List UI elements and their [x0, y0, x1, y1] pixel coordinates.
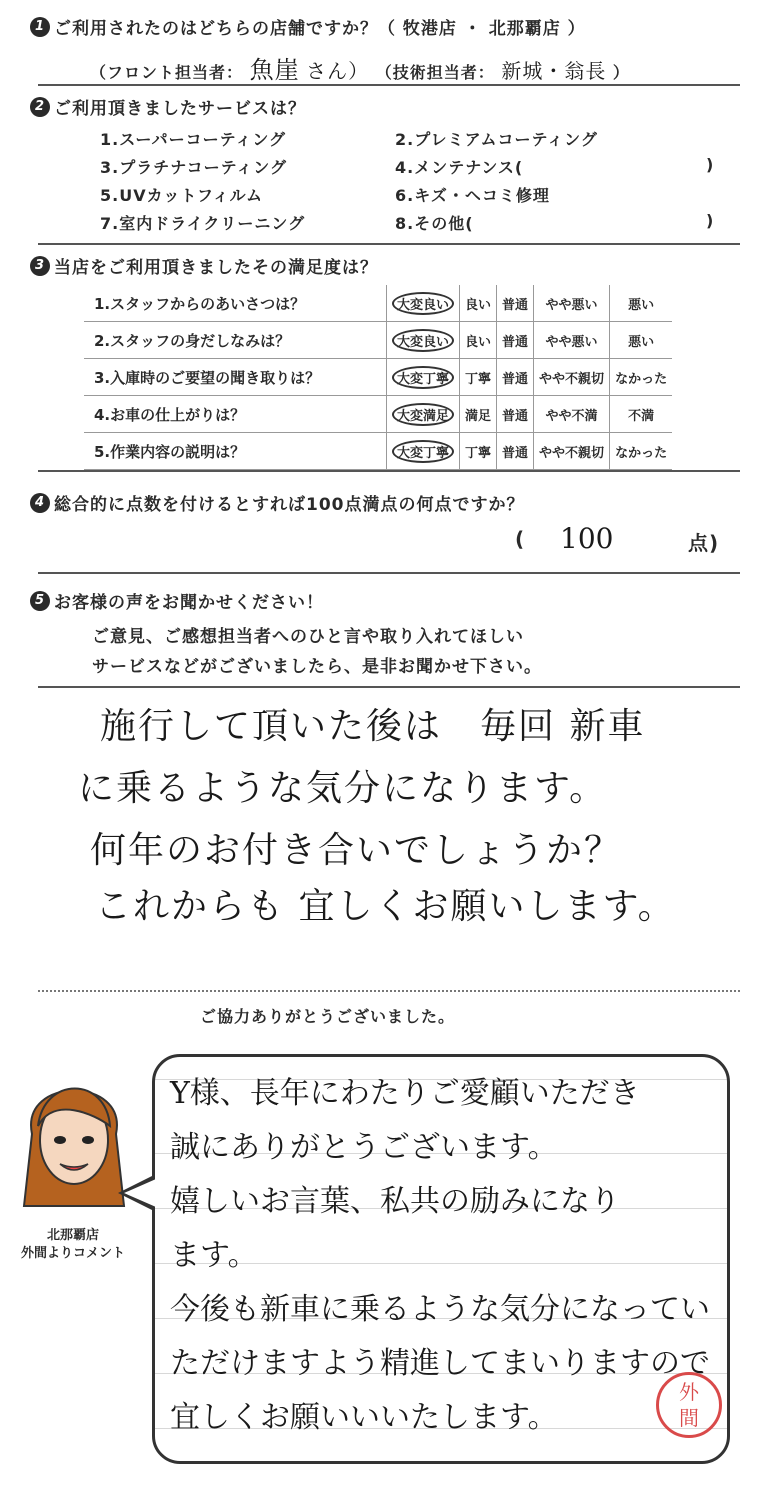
question-4 [30, 490, 525, 515]
question-text: ご利用頂きましたサービスは？ [54, 99, 306, 119]
rating-label: 不満 [628, 408, 655, 424]
rating-option[interactable] [387, 359, 460, 396]
question-1 [30, 14, 586, 39]
selected-rating: 大変丁寧 [392, 440, 454, 463]
service-item: 5.UVカットフィルム [100, 186, 264, 205]
service-item: 1.スーパーコーティング [100, 130, 287, 149]
score-open: ( [515, 527, 526, 551]
q5-subtext: サービスなどがございましたら、是非お聞かせ下さい。 [92, 657, 542, 677]
stamp-char: 間 [679, 1406, 699, 1430]
rating-label: 丁寧 [465, 445, 492, 461]
rating-option[interactable] [497, 322, 534, 359]
rating-option[interactable] [460, 322, 497, 359]
rating-option[interactable] [534, 285, 610, 322]
rating-option[interactable] [387, 285, 460, 322]
rating-option[interactable] [460, 433, 497, 470]
rating-option[interactable] [460, 285, 497, 322]
rating-label: 良い [465, 297, 492, 313]
question-text: ご利用されたのはどちらの店舗ですか？（ 牧港店 ・ 北那覇店 ） [54, 19, 586, 39]
thanks-text: ご協力ありがとうございました。 [200, 1007, 456, 1026]
question-number: 1 [30, 17, 50, 37]
question-2 [30, 94, 306, 119]
satisfaction-row [84, 285, 672, 322]
satisfaction-table [84, 285, 672, 470]
tech-staff-name: 新城・翁長 [501, 59, 607, 83]
score-unit: 点) [688, 531, 720, 555]
satisfaction-question: 4.お車の仕上がりは？ [84, 396, 387, 433]
staff-store-label: 北那覇店 [46, 1228, 99, 1243]
question-number: 3 [30, 256, 50, 276]
rating-option[interactable] [497, 433, 534, 470]
staff-avatar [14, 1056, 134, 1216]
selected-rating: 大変良い [392, 292, 454, 315]
satisfaction-question: 2.スタッフの身だしなみは？ [84, 322, 387, 359]
selected-rating: 大変良い [392, 329, 454, 352]
customer-comment-line: 何年のお付き合いでしょうか？ [90, 830, 623, 871]
rating-option[interactable] [610, 433, 673, 470]
question-text: 総合的に点数を付けるとすれば100点満点の何点ですか？ [54, 495, 525, 515]
front-staff-name: 魚崖 [249, 56, 300, 84]
rating-option[interactable] [610, 396, 673, 433]
rating-label: やや不親切 [539, 371, 605, 387]
rating-label: 丁寧 [465, 371, 492, 387]
reply-line: 今後も新車に乗るような気分になってい [170, 1292, 710, 1327]
rating-label: やや不満 [545, 408, 598, 424]
satisfaction-row [84, 322, 672, 359]
satisfaction-row [84, 359, 672, 396]
rating-option[interactable] [497, 359, 534, 396]
q5-subtext: ご意見、ご感想担当者へのひと言や取り入れてほしい [92, 627, 524, 647]
rating-option[interactable] [387, 322, 460, 359]
service-item: 2.プレミアムコーティング [395, 130, 598, 149]
divider [38, 243, 740, 245]
rating-option[interactable] [497, 396, 534, 433]
rating-option[interactable] [534, 433, 610, 470]
rating-option[interactable] [387, 396, 460, 433]
staff-comment-label: 外間よりコメント [20, 1246, 125, 1261]
left-eye [54, 1136, 66, 1144]
customer-comment-line: 施行して頂いた後は 毎回 新車 [100, 706, 646, 747]
reply-line: ます。 [170, 1238, 258, 1273]
service-item: 8.その他( [395, 214, 474, 233]
satisfaction-question: 5.作業内容の説明は？ [84, 433, 387, 470]
divider [38, 470, 740, 472]
selected-rating: 大変満足 [392, 403, 454, 426]
satisfaction-row [84, 433, 672, 470]
rating-option[interactable] [460, 396, 497, 433]
tech-staff-label: （技術担当者： [375, 63, 495, 82]
rating-label: 普通 [502, 371, 529, 387]
reply-line: 宜しくお願いいいたします。 [170, 1400, 558, 1435]
question-number: 4 [30, 493, 50, 513]
divider [38, 84, 740, 86]
rating-label: 悪い [628, 334, 655, 350]
customer-comment-line: に乗るような気分になります。 [78, 768, 608, 809]
question-text: 当店をご利用頂きましたその満足度は？ [54, 258, 378, 278]
front-staff-label: （フロント担当者： [90, 63, 244, 82]
rating-label: 普通 [502, 445, 529, 461]
front-staff-row [90, 50, 630, 85]
rating-label: 良い [465, 334, 492, 350]
divider [38, 686, 740, 688]
rating-option[interactable] [460, 359, 497, 396]
question-number: 2 [30, 97, 50, 117]
score-value: 100 [560, 522, 614, 555]
satisfaction-question: 1.スタッフからのあいさつは？ [84, 285, 387, 322]
bubble-tail-inner [124, 1179, 156, 1207]
satisfaction-row [84, 396, 672, 433]
service-item: 3.プラチナコーティング [100, 158, 287, 177]
rating-label: 満足 [465, 408, 492, 424]
rating-option[interactable] [534, 322, 610, 359]
rating-option[interactable] [497, 285, 534, 322]
question-5 [30, 588, 324, 613]
question-number: 5 [30, 591, 50, 611]
service-item: 7.室内ドライクリーニング [100, 214, 306, 233]
rating-option[interactable] [610, 285, 673, 322]
rating-label: 普通 [502, 334, 529, 350]
satisfaction-question: 3.入庫時のご要望の聞き取りは？ [84, 359, 387, 396]
selected-rating: 大変丁寧 [392, 366, 454, 389]
rating-option[interactable] [387, 433, 460, 470]
tech-staff-close: ） [612, 63, 630, 82]
front-staff-suffix: さん） [306, 59, 370, 83]
rating-option[interactable] [610, 359, 673, 396]
rating-label: やや悪い [545, 297, 598, 313]
stamp-char: 外 [679, 1380, 699, 1404]
rating-label: やや悪い [545, 334, 598, 350]
right-eye [82, 1136, 94, 1144]
service-item: 4.メンテナンス( [395, 158, 524, 177]
rating-label: やや不親切 [539, 445, 605, 461]
rating-label: なかった [615, 371, 668, 387]
reply-line: 嬉しいお言葉、私共の励みになり [170, 1184, 620, 1219]
question-text: お客様の声をお聞かせください！ [54, 593, 324, 613]
reply-line: 誠にありがとうございます。 [170, 1130, 558, 1165]
rating-label: 悪い [628, 297, 655, 313]
rating-option[interactable] [534, 359, 610, 396]
reply-line: Y様、長年にわたりご愛顧いただき [170, 1076, 640, 1111]
rating-label: 普通 [502, 408, 529, 424]
paren-close: ) [706, 155, 715, 174]
service-item: 6.キズ・ヘコミ修理 [395, 186, 550, 205]
divider [38, 572, 740, 574]
dotted-divider [38, 990, 740, 992]
customer-comment-line: これからも 宜しくお願いします。 [95, 886, 676, 927]
rating-option[interactable] [534, 396, 610, 433]
rating-option[interactable] [610, 322, 673, 359]
question-3 [30, 253, 378, 278]
reply-line: ただけますよう精進してまいりますので [170, 1346, 710, 1381]
rating-label: なかった [615, 445, 668, 461]
rating-label: 普通 [502, 297, 529, 313]
paren-close: ) [706, 211, 715, 230]
name-seal-stamp [656, 1372, 722, 1438]
